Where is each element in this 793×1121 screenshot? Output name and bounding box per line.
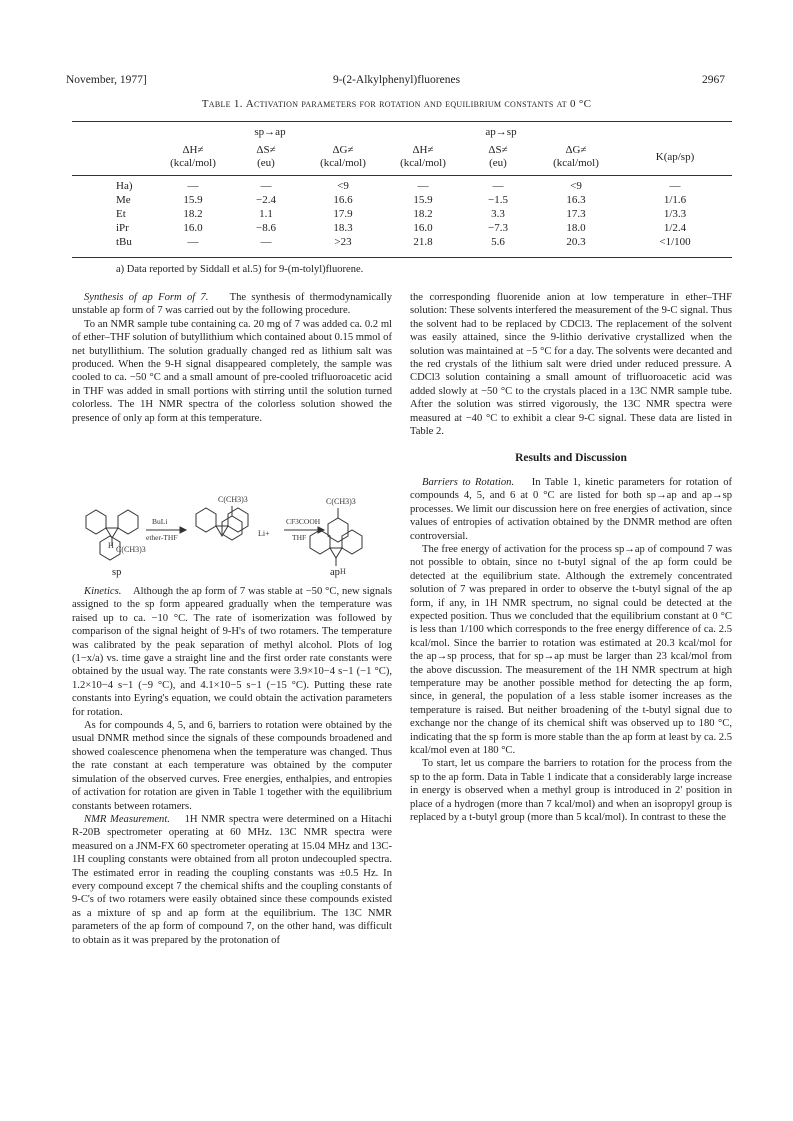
ring — [106, 528, 118, 538]
col-header: ΔG≠ — [332, 144, 354, 156]
col-unit: (kcal/mol) — [553, 157, 599, 169]
table-caption-label: Table 1. — [201, 98, 243, 110]
scheme-solvent2: THF — [292, 533, 307, 542]
scheme-h-sp: H — [108, 541, 114, 550]
left-column-bottom — [72, 585, 392, 947]
table-cell: — — [669, 179, 681, 192]
barriers-heading: Barriers to Rotation. — [422, 476, 515, 488]
table-footnote: a) Data reported by Siddall et al.5) for 9-(m-tolyl)fluorene. — [116, 264, 364, 275]
table-row — [72, 207, 732, 221]
synthesis-heading: Synthesis of ap Form of 7. — [84, 292, 209, 303]
table-cell: −7.3 — [488, 221, 508, 234]
table-cell: 15.9 — [183, 193, 203, 206]
table-cell: 16.6 — [333, 193, 353, 206]
col-unit: (eu) — [489, 157, 507, 169]
table-cell: <9 — [570, 179, 582, 192]
table-cell: 21.8 — [413, 235, 433, 248]
scheme-cch3-anion: C(CH3)3 — [218, 495, 248, 504]
table-cell: — — [260, 235, 272, 248]
scheme-cch3-ap: C(CH3)3 — [326, 497, 356, 506]
col-unit: (kcal/mol) — [320, 157, 366, 169]
col-header: ΔS≠ — [256, 144, 276, 156]
table-cell: <1/100 — [659, 235, 691, 248]
activation-table — [72, 121, 732, 249]
nmr-para: 1H NMR spectra were determined on a Hitachi R-20B spectrometer operating at 60 MHz. 13C NMR spectra were measured on a JNM-FX 60 spectrometer operating at 15.04 MHz and 13C-1H coupling constants were obtained from all proton undecoupled spectra. The estimated error in reading the coupling constants was ±0.5 Hz. In every compound except 7 the chemical shifts and the coupling constants of 9-C's of two rotamers were easily obtained since these compounds existed as a mixture of sp and ap form at the equilibrium. The 13C NMR parameters of the ap form of compound 7, on the other hand, was difficult to obtain as it was prepared by the protonation of — [72, 813, 392, 946]
free-energy-para: The free energy of activation for the process sp→ap of compound 7 was not possible to obtain, since no t-butyl signal of the ap form could be detected at the equilibrium state. Although the extremely concentrated solution of 7 was prepared in order to observe the t-butyl signal of the ap form, if any, in 1H NMR spectrum, no signal could be detected at the expected position. Thus we concluded that the equilibrium constant at 0 °C is less than 1/100 which corresponds to the free energy difference of ca. 2.5 kcal/mol. Since the barrier to rotation was estimated at 20.3 kcal/mol for the ap→sp process, that for sp→ap must be larger than 23 kcal/mol from the above discussion. The measurement of the 1H NMR spectrum at high temperature may be another possible method for detecting the ap form, since, in general, the population of a less stable isomer increases as the temperature is raised. But neither broadening of the t-butyl signal due to exchange nor the change of its chemical shift was observed up to 180 °C, indicating that the sp form is more stable than the ap form at least by ca. 2.5 kcal/mol even at 180 °C. — [410, 543, 732, 756]
table-cell: 18.3 — [333, 221, 353, 234]
right-column — [410, 291, 732, 824]
row-label: Me — [116, 193, 131, 206]
col-header: ΔH≠ — [412, 144, 434, 156]
table-cell: — — [417, 179, 429, 192]
table-cell: 3.3 — [491, 207, 505, 220]
scheme-li: Li+ — [258, 529, 270, 538]
table-cell: −1.5 — [488, 193, 508, 206]
col-header: ΔG≠ — [565, 144, 587, 156]
table-cell: >23 — [334, 235, 352, 248]
scheme-reagent1: BuLi — [152, 517, 168, 526]
nmr-heading: NMR Measurement. — [84, 813, 170, 825]
row-label: Ha) — [116, 179, 133, 192]
col-unit: (kcal/mol) — [400, 157, 446, 169]
table-cell: 17.3 — [566, 207, 586, 220]
running-title: 9-(2-Alkylphenyl)fluorenes — [332, 74, 461, 86]
table-cell: 16.0 — [183, 221, 203, 234]
ring — [118, 510, 138, 534]
kinetics-para: Although the ap form of 7 was stable at −50 °C, new signals assigned to the sp form appeared gradually when the temperature was raised up to ca. −10 °C. The rate of isomerization was followed by comparison of the signal height of 9-H's of two rotamers. The temperature was calibrated by the peak separation of methyl alcohol. Plots of log (1−x/a) vs. time gave a straight line and the first order rate constants were obtained by the usual way. The rate constants were 3.9×10−4 s−1 (−1 °C), 1.2×10−4 s−1 (−9 °C), and 4.1×10−5 s−1 (−15 °C). Putting these rate constants into Eyring's equation, we could obtain the activation parameters for rotation. — [72, 586, 393, 718]
table-cell: — — [260, 179, 272, 192]
page-number: 2967 — [702, 74, 725, 86]
row-label: iPr — [116, 221, 129, 234]
table-row — [72, 193, 732, 207]
procedure-para: To an NMR sample tube containing ca. 20 mg of 7 was added ca. 0.2 ml of ether–THF solution of butyllithium which contained about 0.15 mmol of net butyllithium. The solution gradually changed red as lithium salt was produced. When the 9-H signal disappeared completely, the sample was cooled to ca. −50 °C and a small amount of pre-cooled trifluoroacetic acid in THF was added in small portions with stirring until the solution turned colorless. The 1H NMR spectra of the colorless solution showed the presence of only ap form at this temperature. — [72, 318, 392, 424]
table-cell: — — [187, 235, 199, 248]
table-cell: 18.2 — [183, 207, 203, 220]
table-caption-text: Activation parameters for rotation and equilibrium constants at 0 °C — [245, 98, 592, 110]
table-cell: 1/1.6 — [663, 193, 687, 206]
scheme-h-ap: H — [340, 567, 346, 576]
scheme-label-ap: ap — [330, 567, 340, 578]
table-cell: 20.3 — [566, 235, 586, 248]
table-row — [72, 221, 732, 235]
scheme-solvent1: ether-THF — [146, 533, 178, 542]
col-unit: (kcal/mol) — [170, 157, 216, 169]
table-row — [72, 235, 732, 249]
table-cell: 1/3.3 — [663, 207, 687, 220]
group-header-ap-sp: ap→sp — [485, 125, 517, 138]
synthesis-para: The synthesis of thermodynamically unstable ap form of 7 was carried out by the following procedure. — [72, 292, 393, 317]
scheme-label-sp: sp — [112, 567, 122, 578]
table-cell: 1/2.4 — [663, 221, 687, 234]
col-header: ΔH≠ — [182, 144, 204, 156]
table-cell: 18.0 — [566, 221, 586, 234]
table-cell: 17.9 — [333, 207, 353, 220]
table-cell: 1.1 — [259, 207, 273, 220]
row-label: Et — [116, 207, 126, 220]
scheme-reagent2: CF3COOH — [286, 517, 321, 526]
header-date: November, 1977] — [66, 74, 147, 86]
ring — [86, 510, 106, 534]
scheme-cch3-sp: C(CH3)3 — [116, 545, 146, 554]
table-cell: 5.6 — [491, 235, 505, 248]
table-cell: 18.2 — [413, 207, 433, 220]
row-label: tBu — [116, 235, 132, 248]
group-header-sp-ap: sp→ap — [254, 125, 286, 138]
table-cell: −8.6 — [256, 221, 276, 234]
table-cell: 16.0 — [413, 221, 433, 234]
table-bottom-rule — [72, 257, 732, 258]
col-header: K(ap/sp) — [655, 150, 695, 163]
kinetics-heading: Kinetics. — [84, 586, 122, 597]
section-title: Results and Discussion — [515, 452, 627, 465]
continuation-para: the corresponding fluorenide anion at low temperature in ether–THF solution: These solvents interfered the measurement of the 9-C signal. Thus the solvent had to be replaced by CDCl3. The replacement of the solvent was easily attained, since the 9-lithio derivative crystallized when the solution was maintained at −5 °C for a day. The solvents were decanted and the red crystals of the lithium salt were dried under reduced pressure. A CDCl3 solution containing a small amount of trifluoroacetic acid was added slowly at −50 °C to the crystals placed in a 13C NMR sample tube. After the solution was stirred vigorously, the 13C NMR spectra were measured at −40 °C to exhibit a clear 9-C signal. These data are listed in Table 2. — [410, 292, 732, 438]
table-caption — [0, 98, 793, 110]
comparison-para: To start, let us compare the barriers to rotation for the process from the sp to the ap form. Data in Table 1 indicate that a considerably large increase in energy is observed when a methyl group is introduced in 2' position in place of a hydrogen (more than 7 kcal/mol) and when an isopropyl group is replaced by a t-butyl group (more than 5 kcal/mol). In contrast to these the — [410, 758, 732, 824]
table-row — [72, 179, 732, 193]
table-cell: 15.9 — [413, 193, 433, 206]
left-column-top — [72, 291, 392, 425]
col-unit: (eu) — [257, 157, 275, 169]
dnmr-para: As for compounds 4, 5, and 6, barriers to rotation were obtained by the usual DNMR method since the signals of these compounds broadened and showed coalescence phenomena when the temperature was changed. Thus the rate constant at each temperature was obtained by the computer simulation of the observed curves. Free energies, enthalpies, and entropies of activation for rotation are given in Table 1 together with the equilibrium constants between rotamers. — [72, 720, 392, 812]
table-cell: 16.3 — [566, 193, 586, 206]
col-header: ΔS≠ — [488, 144, 508, 156]
table-cell: −2.4 — [256, 193, 276, 206]
table-cell: — — [492, 179, 504, 192]
barriers-para: In Table 1, kinetic parameters for rotation of compounds 4, 5, and 6 at 0 °C are listed for both sp→ap and ap→sp processes. We limit our discussion here on free energies of activation, since values of entropies of activation obtained by the DNMR method are often controversial. — [410, 476, 733, 542]
table-cell: — — [187, 179, 199, 192]
table-cell: <9 — [337, 179, 349, 192]
